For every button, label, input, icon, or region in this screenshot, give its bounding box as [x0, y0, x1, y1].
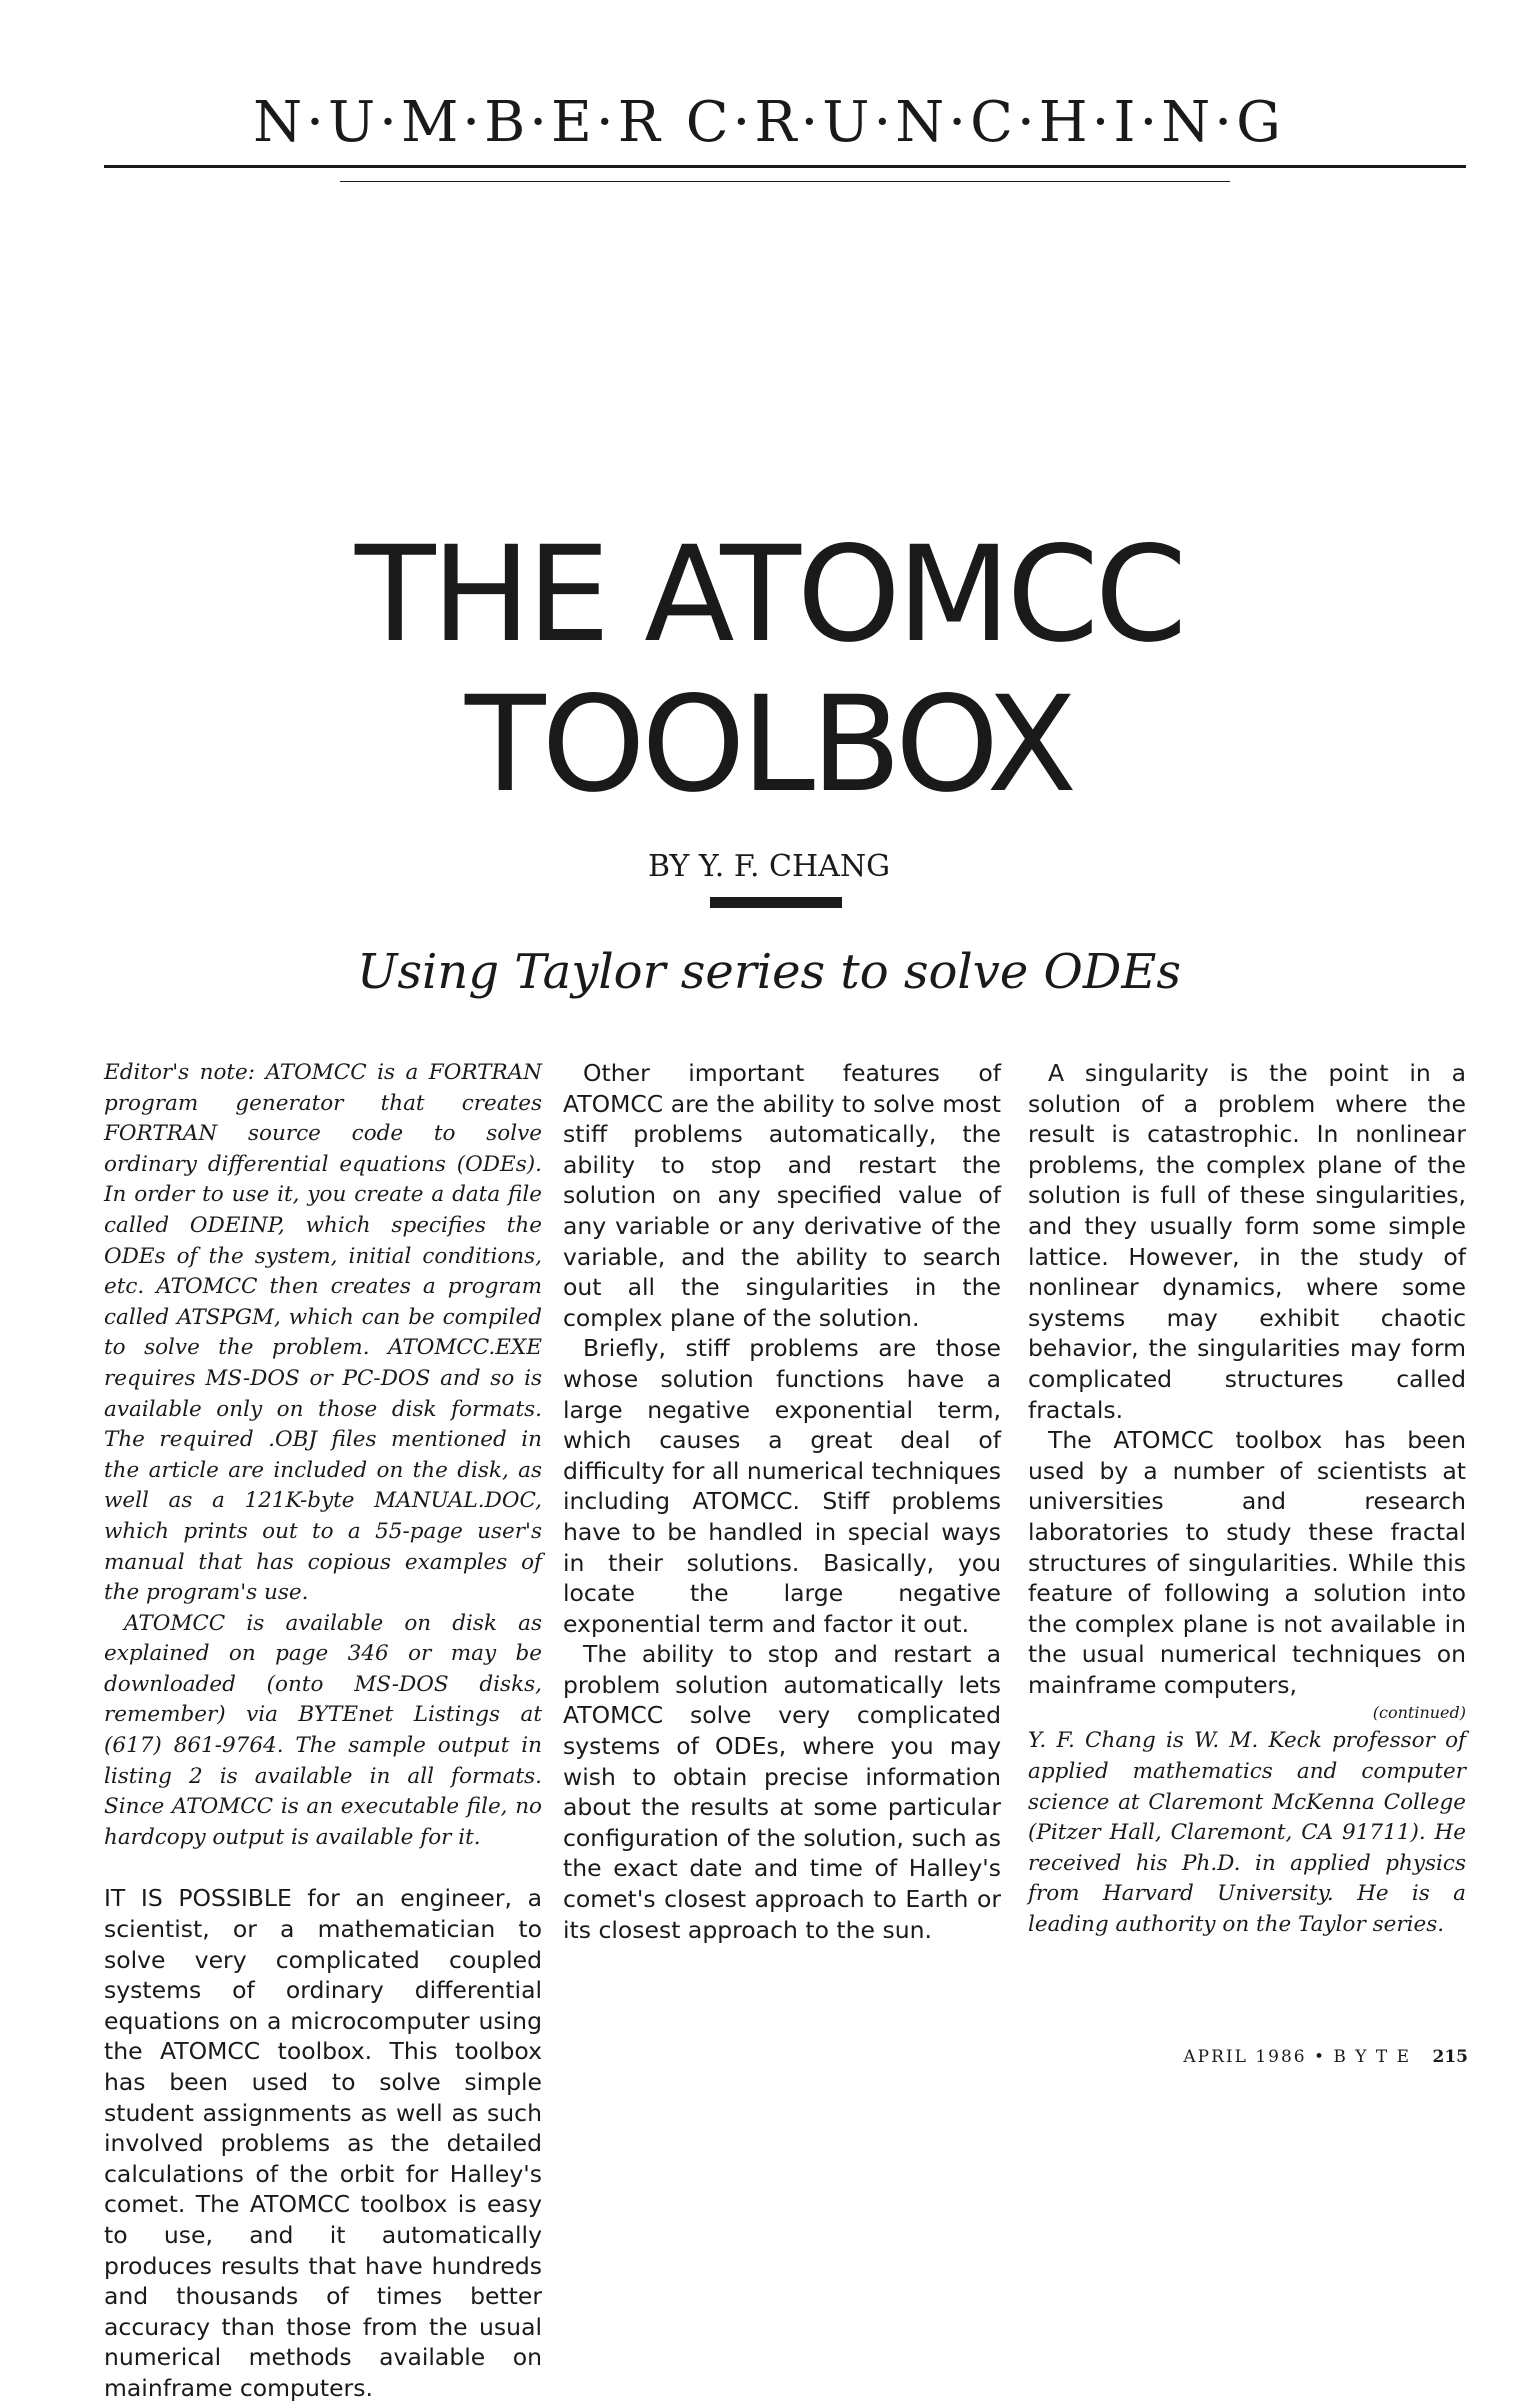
header-rule-thin — [340, 181, 1230, 182]
text-column-1 — [104, 1058, 542, 2404]
section-label: N·U·M·B·E·R C·R·U·N·C·H·I·N·G — [253, 90, 1285, 155]
body-paragraph-3 — [563, 1333, 1001, 1639]
article-title — [0, 520, 1538, 820]
text-column-3 — [1028, 1058, 1466, 1941]
body-paragraph-4-text: The ability to stop and restart a problem solution automatically lets ATOMCC solve very complicated systems of ODEs, where you may wish to obtain precise information about the results at some particular configuration of the solution, such as the exact date and time of Halley's comet's closest approach to Earth or its closest approach to the sun. — [563, 1640, 1001, 1944]
title-line-1: THE ATOMCC — [354, 518, 1184, 672]
body-paragraph-3-text: Briefly, stiff problems are those whose solution functions have a large negative exponential term, which causes a great deal of difficulty for all numerical techniques including ATOMCC. Stiff problems have to be handled in special ways in their solutions. Basically, you locate the large negative exponential term and factor it out. — [563, 1334, 1001, 1638]
body-paragraph-6-text: The ATOMCC toolbox has been used by a number of scientists at universities and research laboratories to study these fractal structures of singularities. While this feature of following a solution into the complex plane is not available in the usual numerical techniques on mainframe computers, — [1028, 1426, 1466, 1699]
text-column-2 — [563, 1058, 1001, 1945]
subtitle: Using Taylor series to solve ODEs — [356, 944, 1182, 1000]
body-paragraph-1 — [104, 1883, 542, 2403]
body-paragraph-2-text: Other important features of ATOMCC are the ability to solve most stiff problems automatically, the ability to stop and restart the solution on any specified value of any variable or any derivative of the variable, and the ability to search out all the singularities in the complex plane of the solution. — [563, 1059, 1001, 1332]
page-number: 215 — [1432, 2047, 1468, 2067]
footer-issue: APRIL 1986 • B Y T E — [1183, 2047, 1412, 2067]
body-paragraph-5-text: A singularity is the point in a solution of a problem where the result is catastrophic. In nonlinear problems, the complex plane of the solution is full of these singularities, and they usually form some simple lattice. However, in the study of nonlinear dynamics, where some systems may exhibit chaotic behavior, the singularities may form complicated structures called fractals. — [1028, 1059, 1466, 1424]
author-bio-text: Y. F. Chang is W. M. Keck professor of applied mathematics and computer science at Claremont McKenna College (Pitzer Hall, Claremont, CA 91711). He received his Ph.D. in applied physics from Harvard University. He is a leading authority on the Taylor series. — [1028, 1728, 1466, 1938]
continued-note: (continued) — [1372, 1703, 1466, 1723]
byline: BY Y. F. CHANG — [647, 849, 891, 884]
body-paragraph-4 — [563, 1639, 1001, 1945]
editor-note-2-text: ATOMCC is available on disk as explained on page 346 or may be downloaded (onto MS-DOS disks, remember) via BYTEnet Listings at (617) 861-9764. The sample output in listing 2 is available in all formats. Since ATOMCC is an executable file, no hardcopy output is available for it. — [104, 1610, 542, 1850]
body-paragraph-5 — [1028, 1058, 1466, 1425]
editor-note-paragraph-1 — [104, 1058, 542, 1609]
editor-note-1-text: Editor's note: ATOMCC is a FORTRAN program generator that creates FORTRAN source code to solve ordinary differential equations (ODEs). In order to use it, you create a data file called ODEINP, which specifies the ODEs of the system, initial conditions, etc. ATOMCC then creates a program called ATSPGM, which can be compiled to solve the problem. ATOMCC.EXE requires MS-DOS or PC-DOS and so is available only on those disk formats. The required .OBJ files mentioned in the article are included on the disk, as well as a 121K-byte MANUAL.DOC, which prints out to a 55-page user's manual that has copious examples of the program's use. — [104, 1060, 542, 1606]
header-rule-thick — [104, 165, 1466, 168]
body-paragraph-1-text: IT IS POSSIBLE for an engineer, a scientist, or a mathematician to solve very complicated coupled systems of ordinary differential equations on a microcomputer using the ATOMCC toolbox. This toolbox has been used to solve simple student assignments as well as such involved problems as the detailed calculations of the orbit for Halley's comet. The ATOMCC toolbox is easy to use, and it automatically produces results that have hundreds and thousands of times better accuracy than those from the usual numerical methods available on mainframe computers. — [104, 1884, 542, 2402]
body-paragraph-6 — [1028, 1425, 1466, 1700]
body-paragraph-2 — [563, 1058, 1001, 1333]
byline-bar — [710, 897, 842, 908]
editor-note-paragraph-2 — [104, 1609, 542, 1854]
author-bio — [1028, 1726, 1466, 1940]
page-footer — [1183, 2049, 1468, 2066]
title-line-2: TOOLBOX — [464, 668, 1074, 822]
